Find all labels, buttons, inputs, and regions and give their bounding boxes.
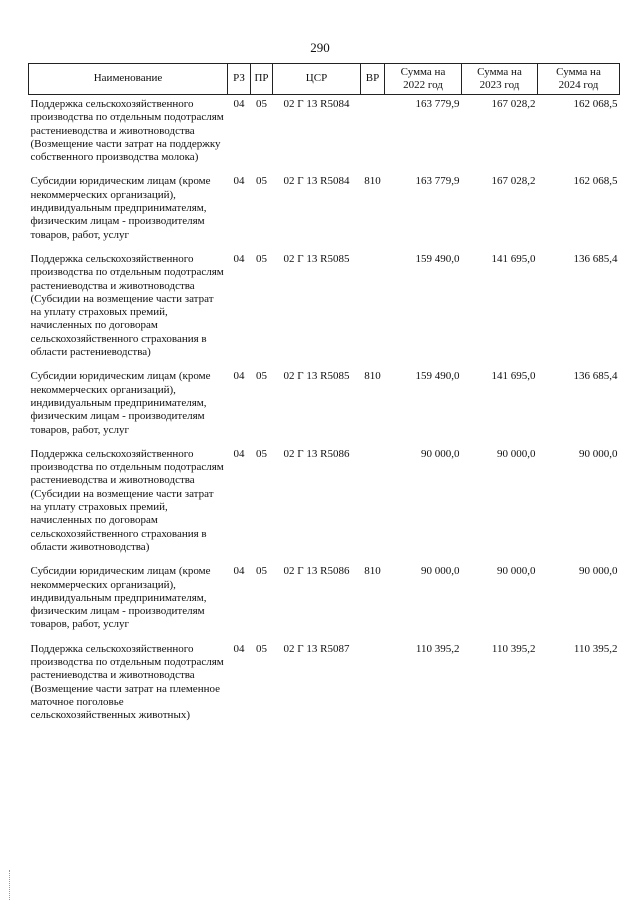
header-sum-2024-line2: 2024 год bbox=[558, 79, 599, 91]
row-rz: 04 bbox=[233, 175, 245, 188]
header-pr: ПР bbox=[251, 64, 273, 95]
row-sum-2024: 162 068,5 bbox=[573, 98, 618, 110]
row-rz: 04 bbox=[233, 370, 245, 383]
table-row bbox=[29, 643, 620, 734]
row-sum-2022: 163 779,9 bbox=[415, 98, 460, 110]
row-csr: 02 Г 13 R5087 bbox=[283, 642, 350, 655]
row-pr: 05 bbox=[256, 565, 267, 578]
row-vr: 810 bbox=[364, 175, 381, 188]
row-sum-2024: 90 000,0 bbox=[579, 447, 618, 460]
row-pr: 05 bbox=[256, 98, 267, 110]
table-row bbox=[29, 448, 620, 565]
row-sum-2024: 136 685,4 bbox=[573, 252, 618, 265]
header-rz: РЗ bbox=[228, 64, 251, 95]
row-pr: 05 bbox=[256, 447, 267, 460]
table-header-row bbox=[29, 64, 620, 95]
row-sum-2024: 162 068,5 bbox=[573, 175, 618, 188]
table-row bbox=[29, 370, 620, 447]
row-sum-2024: 110 395,2 bbox=[573, 642, 618, 655]
row-sum-2023: 141 695,0 bbox=[491, 370, 536, 383]
header-sum-2023 bbox=[462, 64, 538, 95]
margin-dotted-line bbox=[9, 870, 12, 900]
row-vr bbox=[361, 98, 385, 175]
header-sum-2024 bbox=[538, 64, 620, 95]
row-vr: 810 bbox=[364, 565, 381, 578]
row-sum-2023: 90 000,0 bbox=[497, 565, 536, 578]
row-sum-2022: 110 395,2 bbox=[415, 642, 460, 655]
budget-table bbox=[28, 63, 620, 733]
header-sum-2022-line2: 2022 год bbox=[403, 79, 443, 91]
header-sum-2022-line1: Сумма на bbox=[400, 65, 446, 78]
table-row bbox=[29, 253, 620, 370]
header-csr: ЦСР bbox=[273, 64, 361, 95]
row-vr bbox=[361, 448, 385, 565]
row-rz: 04 bbox=[233, 565, 245, 578]
row-sum-2022: 163 779,9 bbox=[415, 175, 460, 188]
row-name: Поддержка сельскохозяйственного производства по отдельным подотраслям растениеводства и животноводства (Возмещение части затрат на племенное маточное поголовье сельскохозяйственных животных) bbox=[30, 642, 224, 722]
row-rz: 04 bbox=[233, 642, 245, 655]
header-sum-2023-line1: Сумма на bbox=[477, 65, 522, 78]
row-csr: 02 Г 13 R5085 bbox=[283, 252, 350, 265]
row-name: Субсидии юридическим лицам (кроме некоммерческих организаций), индивидуальным предпринимателям, физическим лицам - производителям товаров, работ, услуг bbox=[30, 370, 211, 436]
row-sum-2022: 159 490,0 bbox=[415, 370, 460, 383]
row-sum-2023: 167 028,2 bbox=[491, 175, 536, 188]
row-name: Поддержка сельскохозяйственного производства по отдельным подотраслям растениеводства и животноводства (Возмещение части затрат на поддержку собственного производства молока) bbox=[30, 98, 224, 164]
row-name: Поддержка сельскохозяйственного производства по отдельным подотраслям растениеводства и животноводства (Субсидии на возмещение части затрат на уплату страховых премий, начисленных по договорам сельскохозяйственного страхования в области животноводства) bbox=[30, 447, 224, 553]
row-csr: 02 Г 13 R5084 bbox=[283, 98, 350, 110]
row-csr: 02 Г 13 R5085 bbox=[283, 370, 350, 383]
table-row bbox=[29, 98, 620, 175]
header-sum-2022 bbox=[385, 64, 462, 95]
row-sum-2022: 90 000,0 bbox=[421, 565, 460, 578]
row-pr: 05 bbox=[256, 370, 267, 383]
row-sum-2023: 141 695,0 bbox=[491, 252, 536, 265]
table-row bbox=[29, 565, 620, 642]
row-sum-2022: 90 000,0 bbox=[421, 447, 460, 460]
row-pr: 05 bbox=[256, 642, 267, 655]
row-csr: 02 Г 13 R5084 bbox=[283, 175, 350, 188]
header-vr: ВР bbox=[361, 64, 385, 95]
header-name: Наименование bbox=[29, 64, 228, 95]
page-number: 290 bbox=[310, 40, 330, 55]
header-sum-2023-line2: 2023 год bbox=[479, 79, 520, 91]
row-vr bbox=[361, 643, 385, 734]
row-csr: 02 Г 13 R5086 bbox=[283, 447, 350, 460]
row-csr: 02 Г 13 R5086 bbox=[283, 565, 350, 578]
header-sum-2024-line1: Сумма на bbox=[556, 65, 601, 78]
row-sum-2023: 167 028,2 bbox=[491, 98, 536, 110]
row-vr bbox=[361, 253, 385, 370]
row-name: Субсидии юридическим лицам (кроме некоммерческих организаций), индивидуальным предпринимателям, физическим лицам - производителям товаров, работ, услуг bbox=[30, 175, 211, 241]
row-pr: 05 bbox=[256, 252, 267, 265]
row-rz: 04 bbox=[233, 98, 245, 110]
row-sum-2023: 110 395,2 bbox=[491, 642, 536, 655]
row-sum-2024: 90 000,0 bbox=[579, 565, 618, 578]
row-rz: 04 bbox=[233, 252, 245, 265]
row-name: Поддержка сельскохозяйственного производства по отдельным подотраслям растениеводства и животноводства (Субсидии на возмещение части затрат на уплату страховых премий, начисленных по договорам сельскохозяйственного страхования в области растениеводства) bbox=[30, 252, 224, 359]
row-sum-2023: 90 000,0 bbox=[497, 447, 536, 460]
row-rz: 04 bbox=[233, 447, 245, 460]
row-sum-2024: 136 685,4 bbox=[573, 370, 618, 383]
row-pr: 05 bbox=[256, 175, 267, 188]
table-row bbox=[29, 175, 620, 252]
row-vr: 810 bbox=[364, 370, 381, 383]
row-name: Субсидии юридическим лицам (кроме некоммерческих организаций), индивидуальным предпринимателям, физическим лицам - производителям товаров, работ, услуг bbox=[30, 565, 211, 631]
row-sum-2022: 159 490,0 bbox=[415, 252, 460, 265]
